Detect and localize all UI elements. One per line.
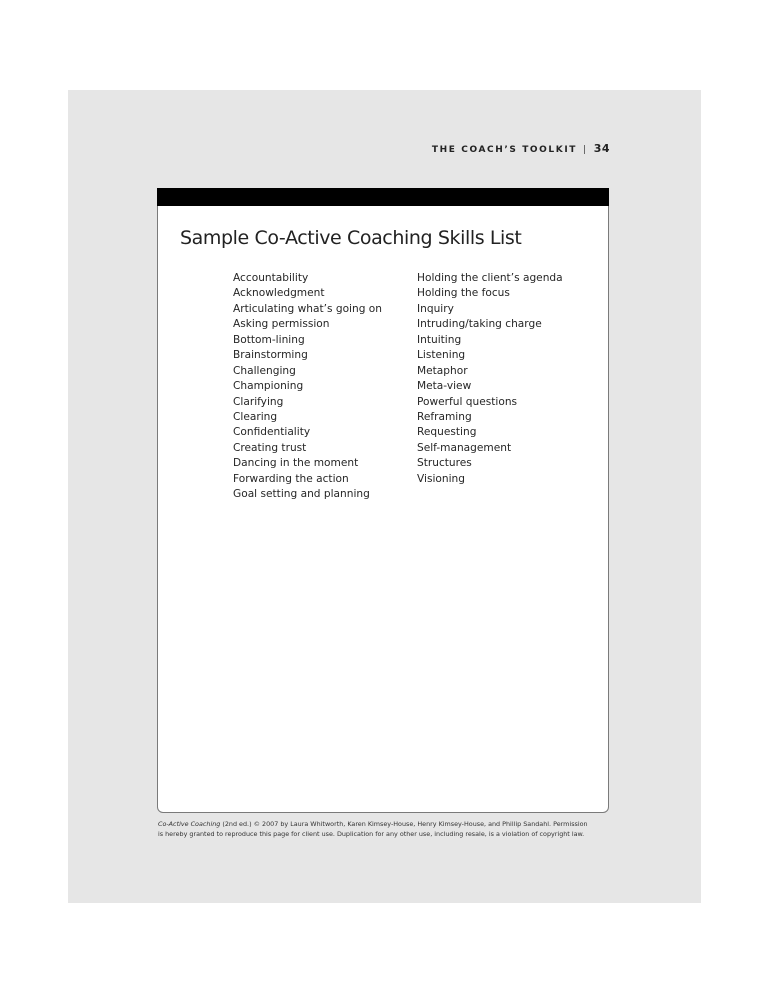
running-header-separator: | xyxy=(583,145,588,155)
skill-item: Inquiry xyxy=(417,302,454,315)
skill-item: Holding the focus xyxy=(417,287,510,300)
skill-item: Articulating what’s going on xyxy=(233,302,383,315)
running-header xyxy=(432,142,610,155)
copyright-line-1 xyxy=(158,820,618,830)
skill-item: Intruding/taking charge xyxy=(417,318,542,331)
skill-item: Self-management xyxy=(417,441,512,454)
skill-item: Reframing xyxy=(417,410,472,423)
skill-item: Creating trust xyxy=(233,441,307,454)
page-number: 34 xyxy=(593,142,610,155)
skill-item: Asking permission xyxy=(233,318,330,331)
skill-item: Forwarding the action xyxy=(233,472,349,485)
skill-item: Acknowledgment xyxy=(233,287,325,300)
skill-item: Clearing xyxy=(233,410,278,423)
skill-item: Confidentiality xyxy=(233,426,311,439)
copyright-footer xyxy=(158,820,618,839)
skill-item: Meta-view xyxy=(417,380,472,393)
skills-list-right xyxy=(417,271,563,487)
card-title: Sample Co-Active Coaching Skills List xyxy=(180,227,522,249)
skill-item: Requesting xyxy=(417,426,477,439)
skill-item: Metaphor xyxy=(417,364,468,377)
skills-list-left xyxy=(233,271,382,503)
skill-item: Intuiting xyxy=(417,333,462,346)
skill-item: Visioning xyxy=(417,472,465,485)
skill-item: Dancing in the moment xyxy=(233,457,359,470)
skill-item: Goal setting and planning xyxy=(233,488,370,501)
skill-item: Accountability xyxy=(233,272,309,284)
book-title: Co-Active Coaching xyxy=(158,820,221,828)
running-header-title: THE COACH’S TOOLKIT xyxy=(431,145,578,155)
copyright-line-1-text: (2nd ed.) © 2007 by Laura Whitworth, Karen Kimsey-House, Henry Kimsey-House, and Phillip Sandahl. Permission xyxy=(220,820,588,828)
skill-item: Bottom-lining xyxy=(233,333,305,346)
skill-item: Structures xyxy=(417,457,472,470)
skill-item: Championing xyxy=(233,380,304,393)
copyright-line-2: is hereby granted to reproduce this page for client use. Duplication for any other use, including resale, is a violation of copyright law. xyxy=(158,829,585,838)
skill-item: Listening xyxy=(417,349,466,362)
card-header-bar xyxy=(157,188,609,206)
skill-item: Powerful questions xyxy=(417,395,518,408)
skill-item: Brainstorming xyxy=(233,349,308,362)
skill-item: Clarifying xyxy=(233,395,284,408)
skill-item: Challenging xyxy=(233,364,296,377)
skills-card xyxy=(157,188,609,813)
skill-item: Holding the client’s agenda xyxy=(417,272,563,284)
document-page xyxy=(68,90,701,903)
